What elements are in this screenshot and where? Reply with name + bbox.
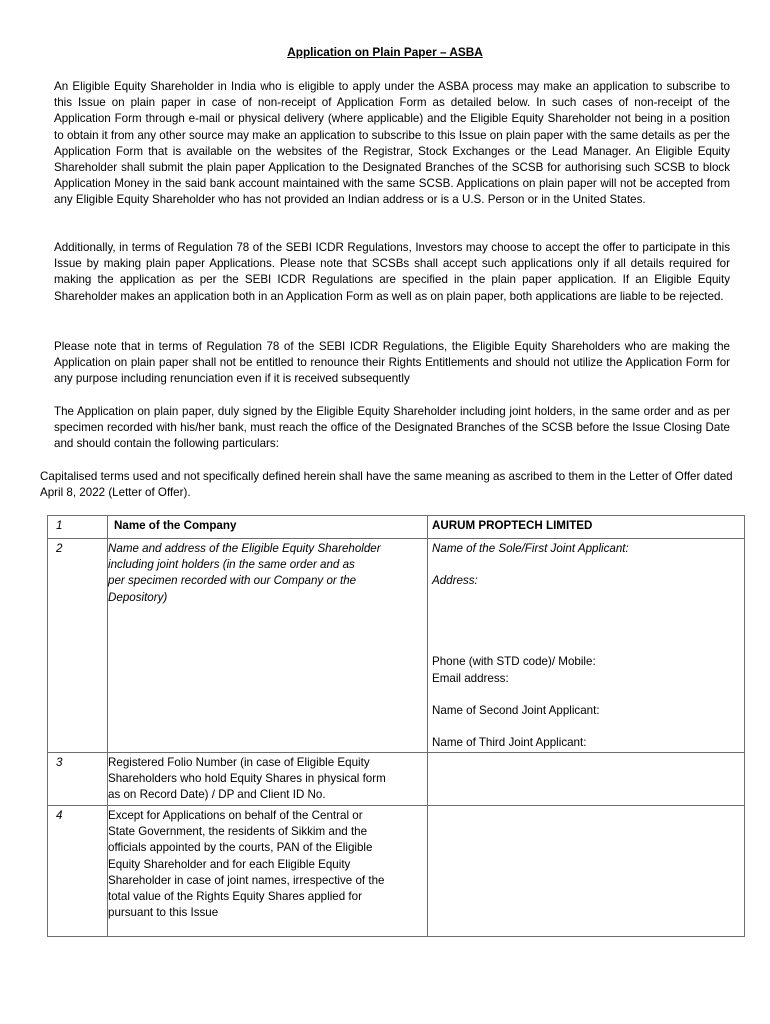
- paragraph-intro: An Eligible Equity Shareholder in India who is eligible to apply under the ASBA process may make an application to subscribe to this Issue on plain paper in case of non-receipt of Application Form as detailed below. In such cases of non-receipt of the Application Form through e-mail or physical delivery (where applicable) and the Eligible Equity Shareholder not being in a position to obtain it from any other source may make an application to subscribe to this Issue on plain paper with the same details as per the Application Form that is available on the websites of the Registrar, Stock Exchanges or the Lead Manager. An Eligible Equity Shareholder shall submit the plain paper Application to the Designated Branches of the SCSB for authorising such SCSB to block Application Money in the said bank account maintained with the same SCSB. Applications on plain paper will not be accepted from any Eligible Equity Shareholder who has not provided an Indian address or is a U.S. Person or in the United States.: [54, 80, 730, 207]
- first-applicant-label: Name of the Sole/First Joint Applicant:: [432, 542, 629, 555]
- label-line: State Government, the residents of Sikkim and the: [108, 825, 368, 839]
- label-line: Name and address of the Eligible Equity Shareholder: [108, 542, 381, 555]
- document-title: Application on Plain Paper – ASBA: [287, 45, 483, 59]
- table-row: [48, 806, 745, 937]
- paragraph-please-note: Please note that in terms of Regulation 78 of the SEBI ICDR Regulations, the Eligible Equity Shareholders who are making the Application on plain paper shall not be entitled to renounce their Rights Entitlements and should not utilize the Application Form for any purpose including renunciation even if it is received subsequently: [54, 340, 730, 386]
- row-label: [108, 753, 428, 806]
- label-line: including joint holders (in the same order and as: [108, 558, 355, 572]
- label-line: Registered Folio Number (in case of Eligible Equity: [108, 756, 370, 769]
- phone-label: Phone (with STD code)/ Mobile:: [432, 655, 596, 669]
- label-line: Shareholders who hold Equity Shares in physical form: [108, 772, 386, 786]
- table-row: [48, 539, 745, 753]
- paragraph-particulars: The Application on plain paper, duly signed by the Eligible Equity Shareholder including joint holders, in the same order and as per specimen recorded with his/her bank, must reach the office of the Designated Branches of the SCSB before the Issue Closing Date and should contain the following particulars:: [54, 405, 730, 451]
- company-name-label: Name of the Company: [114, 519, 237, 532]
- label-line: officials appointed by the courts, PAN of the Eligible: [108, 841, 373, 855]
- paragraph-additionally: Additionally, in terms of Regulation 78 of the SEBI ICDR Regulations, Investors may choose to accept the offer to participate in this Issue by making plain paper Applications. Please note that SCSBs shall accept such applications only if all details required for making the application as per the SEBI ICDR Regulations are specified in the plain paper application. If an Eligible Equity Shareholder makes an application both in an Application Form as well as on plain paper, both applications are liable to be rejected.: [54, 241, 730, 303]
- label-line: Except for Applications on behalf of the Central or: [108, 809, 363, 822]
- paragraph-capitalised-terms: Capitalised terms used and not specifically defined herein shall have the same meaning as ascribed to them in the Letter of Offer dated April 8, 2022 (Letter of Offer).: [40, 470, 733, 500]
- applicant-details-cell: [428, 539, 745, 753]
- row-label: [108, 539, 428, 753]
- pan-value: [428, 806, 745, 937]
- label-line: Depository): [108, 590, 168, 604]
- label-line: as on Record Date) / DP and Client ID No.: [108, 788, 326, 802]
- label-line: total value of the Rights Equity Shares applied for: [108, 890, 362, 904]
- address-label: Address:: [432, 574, 478, 588]
- row-label: [108, 516, 428, 539]
- label-line: Equity Shareholder and for each Eligible Equity: [108, 857, 351, 871]
- folio-number-value: [428, 753, 745, 806]
- application-particulars-table: [47, 515, 745, 937]
- row-number: 4: [48, 806, 108, 937]
- second-applicant-label: Name of Second Joint Applicant:: [432, 703, 600, 717]
- table-row: [48, 516, 745, 539]
- third-applicant-label: Name of Third Joint Applicant:: [432, 736, 587, 750]
- row-label: [108, 806, 428, 937]
- label-line: per specimen recorded with our Company or the: [108, 574, 357, 588]
- email-label: Email address:: [432, 671, 509, 685]
- row-number: 2: [48, 539, 108, 753]
- table-row: [48, 753, 745, 806]
- row-number: 1: [48, 516, 108, 539]
- label-line: Shareholder in case of joint names, irrespective of the: [108, 873, 385, 887]
- row-number: 3: [48, 753, 108, 806]
- label-line: pursuant to this Issue: [108, 906, 219, 920]
- company-name-value: AURUM PROPTECH LIMITED: [428, 516, 745, 539]
